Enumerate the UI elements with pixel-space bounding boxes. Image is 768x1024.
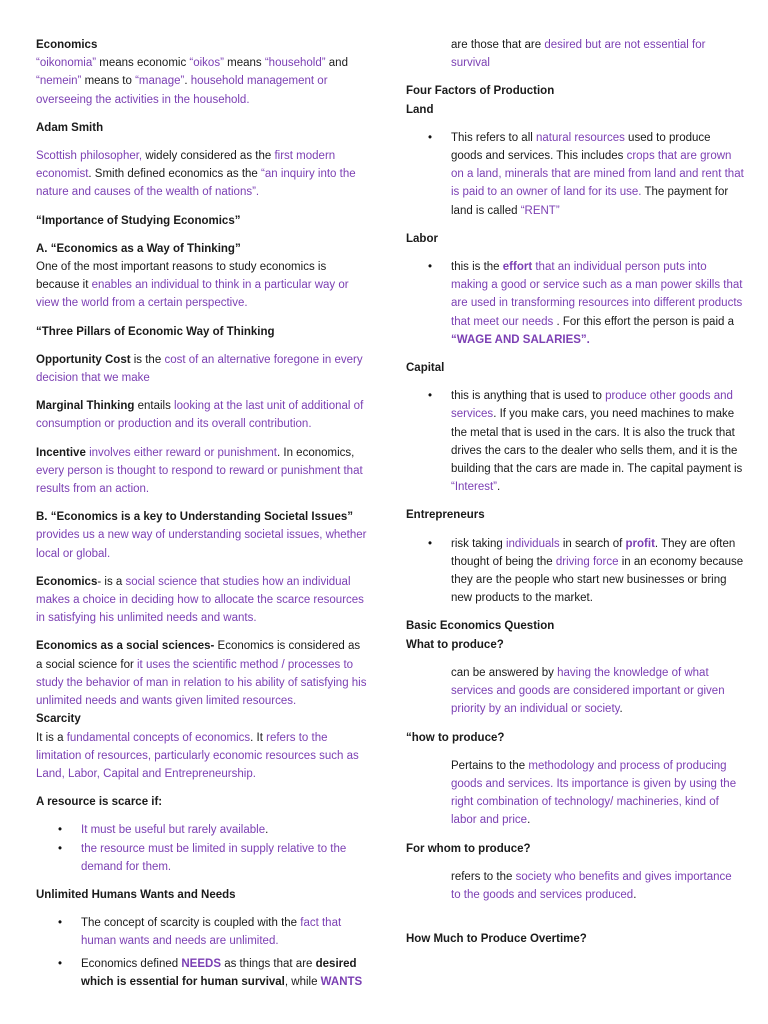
heading-four-factors: Four Factors of Production	[406, 85, 555, 98]
text-run: first modern economist	[36, 150, 336, 181]
paragraph-for-whom	[406, 868, 744, 904]
text-run: involves either reward or punishment	[89, 446, 277, 459]
text-run: means	[223, 57, 265, 70]
text-run: crops that are grown on a land, minerals that are mined from land and rent that is paid to an owner of land for its use.	[451, 150, 744, 199]
heading-labor: Labor	[406, 232, 438, 245]
heading-adam-smith: Adam Smith	[36, 121, 104, 134]
paragraph-economics-etymology	[36, 54, 368, 109]
text-run: as things that are	[221, 957, 316, 970]
text-run: The payment for land is called	[451, 186, 729, 217]
text-run: risk taking	[451, 537, 506, 550]
heading-scarcity: Scarcity	[36, 713, 81, 726]
text-run: the resource must be limited in supply relative to the demand for them.	[81, 842, 347, 873]
heading-resource-scarce: A resource is scarce if:	[36, 796, 163, 809]
heading-economics: Economics	[36, 39, 98, 51]
text-run: entails	[134, 400, 175, 413]
right-column	[406, 36, 744, 948]
paragraph-societal-issues	[36, 526, 368, 562]
heading-unlimited-wants: Unlimited Humans Wants and Needs	[36, 888, 236, 901]
heading-importance: “Importance of Studying Economics”	[36, 214, 241, 227]
heading-way-of-thinking: A. “Economics as a Way of Thinking”	[36, 242, 241, 255]
text-run: NEEDS	[181, 957, 221, 970]
text-run: and	[325, 57, 348, 70]
text-run: Economics	[36, 575, 98, 588]
text-run: Economics as a social sciences-	[36, 640, 215, 653]
text-run: WANTS	[320, 975, 363, 988]
text-run: this is the	[451, 261, 503, 274]
text-run: that an individual person puts into making a good or service such as a man power skills that are used in transforming resources into different products that meet our needs	[451, 261, 743, 328]
text-run: Scottish philosopher,	[36, 150, 143, 163]
list-entrepreneurs	[406, 535, 744, 608]
list-scarce-conditions	[36, 821, 368, 876]
text-run: means economic	[96, 57, 190, 70]
text-run: profit	[625, 537, 655, 550]
heading-capital: Capital	[406, 362, 445, 375]
paragraph-adam-smith	[36, 147, 368, 202]
list-item	[406, 535, 744, 608]
text-run: every person is thought to respond to reward or punishment that results from an action.	[36, 464, 363, 496]
heading-entrepreneurs: Entrepreneurs	[406, 509, 485, 522]
text-run: looking at the last unit of additional of consumption or production and its overall contribution.	[36, 400, 364, 431]
text-run: The concept of scarcity is coupled with the	[81, 917, 301, 930]
text-run: cost of an alternative foregone in every decision that we make	[36, 353, 363, 385]
text-run: fundamental concepts of economics	[66, 731, 251, 744]
text-run: household management or overseeing the activities in the household.	[36, 75, 328, 106]
text-run: natural resources	[536, 131, 625, 144]
left-column	[36, 36, 368, 991]
text-run: .	[633, 888, 637, 901]
text-run: “manage”	[135, 75, 185, 88]
text-run: Pertains to the	[451, 759, 529, 772]
text-run: methodology and process of producing goods and services. Its importance is given by using the right combination of technology/ machineries, kind of labor and price	[451, 759, 737, 827]
list-unlimited-wants	[36, 914, 368, 991]
text-run: society who benefits and gives importance to the goods and services produced	[451, 870, 732, 901]
text-run: Economics is considered as a social science for	[36, 640, 361, 671]
text-run: Incentive	[36, 446, 86, 459]
paragraph-opportunity-cost	[36, 351, 368, 387]
text-run: “an inquiry into the nature and causes of the wealth of nations”.	[36, 168, 356, 199]
text-run: desired but are not essential for survival	[451, 39, 706, 70]
heading-basic-questions: Basic Economics Question	[406, 620, 555, 633]
list-item	[36, 914, 368, 950]
text-run: . For this effort the person is paid a	[553, 315, 734, 328]
text-run: effort	[502, 261, 533, 274]
paragraph-what-to-produce	[406, 664, 744, 719]
text-run: “oikos”	[189, 57, 224, 70]
text-run: . It	[250, 731, 267, 744]
text-run: used to produce goods and services. This includes	[451, 131, 711, 163]
text-run: .	[265, 824, 269, 837]
text-run: “household”	[264, 57, 326, 70]
text-run: “Interest”	[451, 481, 498, 494]
text-run: it uses the scientific method / processes to study the behavior of man in relation to his ability of satisfying his unlimited needs and wants given limited resources.	[36, 658, 367, 708]
text-run: driving force	[555, 555, 619, 568]
heading-how-much: How Much to Produce Overtime?	[406, 933, 587, 946]
text-run: widely considered as the	[142, 150, 275, 163]
text-run: .	[619, 703, 623, 716]
text-run: refers to the	[451, 870, 516, 883]
paragraph-economics-definition	[36, 573, 368, 628]
text-run: desired which is essential for human survival	[81, 957, 357, 988]
text-run: can be answered by	[451, 666, 558, 679]
text-run: - is a	[97, 575, 126, 588]
text-run: “oikonomia”	[36, 57, 97, 70]
text-run: . They are often thought of being the	[451, 537, 736, 568]
text-run: “WAGE AND SALARIES”.	[451, 333, 590, 346]
paragraph-wants-continuation	[406, 36, 744, 72]
heading-how-to-produce: “how to produce?	[406, 731, 505, 744]
text-run: It is a	[36, 731, 67, 744]
text-run: provides us a new way of understanding societal issues, whether local or global.	[36, 529, 367, 560]
text-run: It must be useful but rarely available	[81, 824, 266, 837]
text-run: , while	[284, 975, 321, 988]
text-run: This refers to all	[451, 131, 536, 144]
list-item	[36, 840, 368, 876]
paragraph-social-science	[36, 637, 368, 710]
text-run: “nemein”	[36, 75, 82, 88]
text-run: Economics defined	[81, 957, 182, 970]
text-run: in an economy because they are the people who start new businesses or bring new products to the market.	[451, 555, 744, 605]
list-item	[406, 258, 744, 349]
text-run: individuals	[505, 537, 560, 550]
text-run: fact that human wants and needs are unlimited.	[81, 917, 342, 948]
text-run: refers to the limitation of resources, particularly economic resources such as Land, Labor, Capital and Entrepreneurship.	[36, 731, 359, 780]
text-run: One of the most important reasons to study economics is because it	[36, 261, 327, 292]
text-run: .	[527, 814, 531, 827]
text-run: . If you make cars, you need machines to make the metal that is used in the cars. It is also the truck that drives the cars to the dealer who sells them, and it is the building that the cars are made in. The capital payment is	[451, 408, 743, 476]
list-capital	[406, 387, 744, 496]
text-run: social science that studies how an individual makes a choice in deciding how to allocate the scarce resources in satisfying his unlimited needs and wants.	[36, 575, 364, 625]
paragraph-how-to-produce	[406, 757, 744, 830]
text-run: this is anything that is used to	[451, 390, 606, 403]
paragraph-scarcity	[36, 729, 368, 784]
heading-societal-issues: B. “Economics is a key to Understanding Societal Issues”	[36, 511, 353, 524]
text-run: . In economics,	[277, 446, 355, 459]
text-run: .	[497, 481, 501, 494]
text-run: . Smith defined economics as the	[88, 168, 262, 181]
text-run: Marginal Thinking	[36, 400, 135, 413]
text-run: in search of	[559, 537, 626, 550]
text-run: “RENT”	[520, 204, 560, 217]
text-run: produce other goods and services	[451, 390, 733, 421]
heading-for-whom: For whom to produce?	[406, 842, 531, 855]
list-item	[36, 955, 368, 991]
list-item	[36, 821, 368, 839]
list-labor	[406, 258, 744, 349]
paragraph-way-of-thinking	[36, 258, 368, 313]
heading-land: Land	[406, 103, 434, 116]
paragraph-incentive	[36, 444, 368, 499]
text-run: enables an individual to think in a particular way or view the world from a certain perspective.	[36, 279, 349, 310]
text-run: having the knowledge of what services and goods are considered important or given priority by an individual or society	[451, 666, 725, 716]
heading-three-pillars: “Three Pillars of Economic Way of Thinking	[36, 325, 275, 338]
text-run: .	[184, 75, 191, 88]
paragraph-marginal-thinking	[36, 397, 368, 433]
list-land	[406, 129, 744, 220]
heading-what-to-produce: What to produce?	[406, 638, 504, 651]
list-item	[406, 387, 744, 496]
text-run: means to	[81, 75, 136, 88]
text-run: is the	[130, 353, 165, 366]
text-run: Opportunity Cost	[36, 353, 131, 366]
text-run: are those that are	[451, 39, 545, 51]
list-item	[406, 129, 744, 220]
